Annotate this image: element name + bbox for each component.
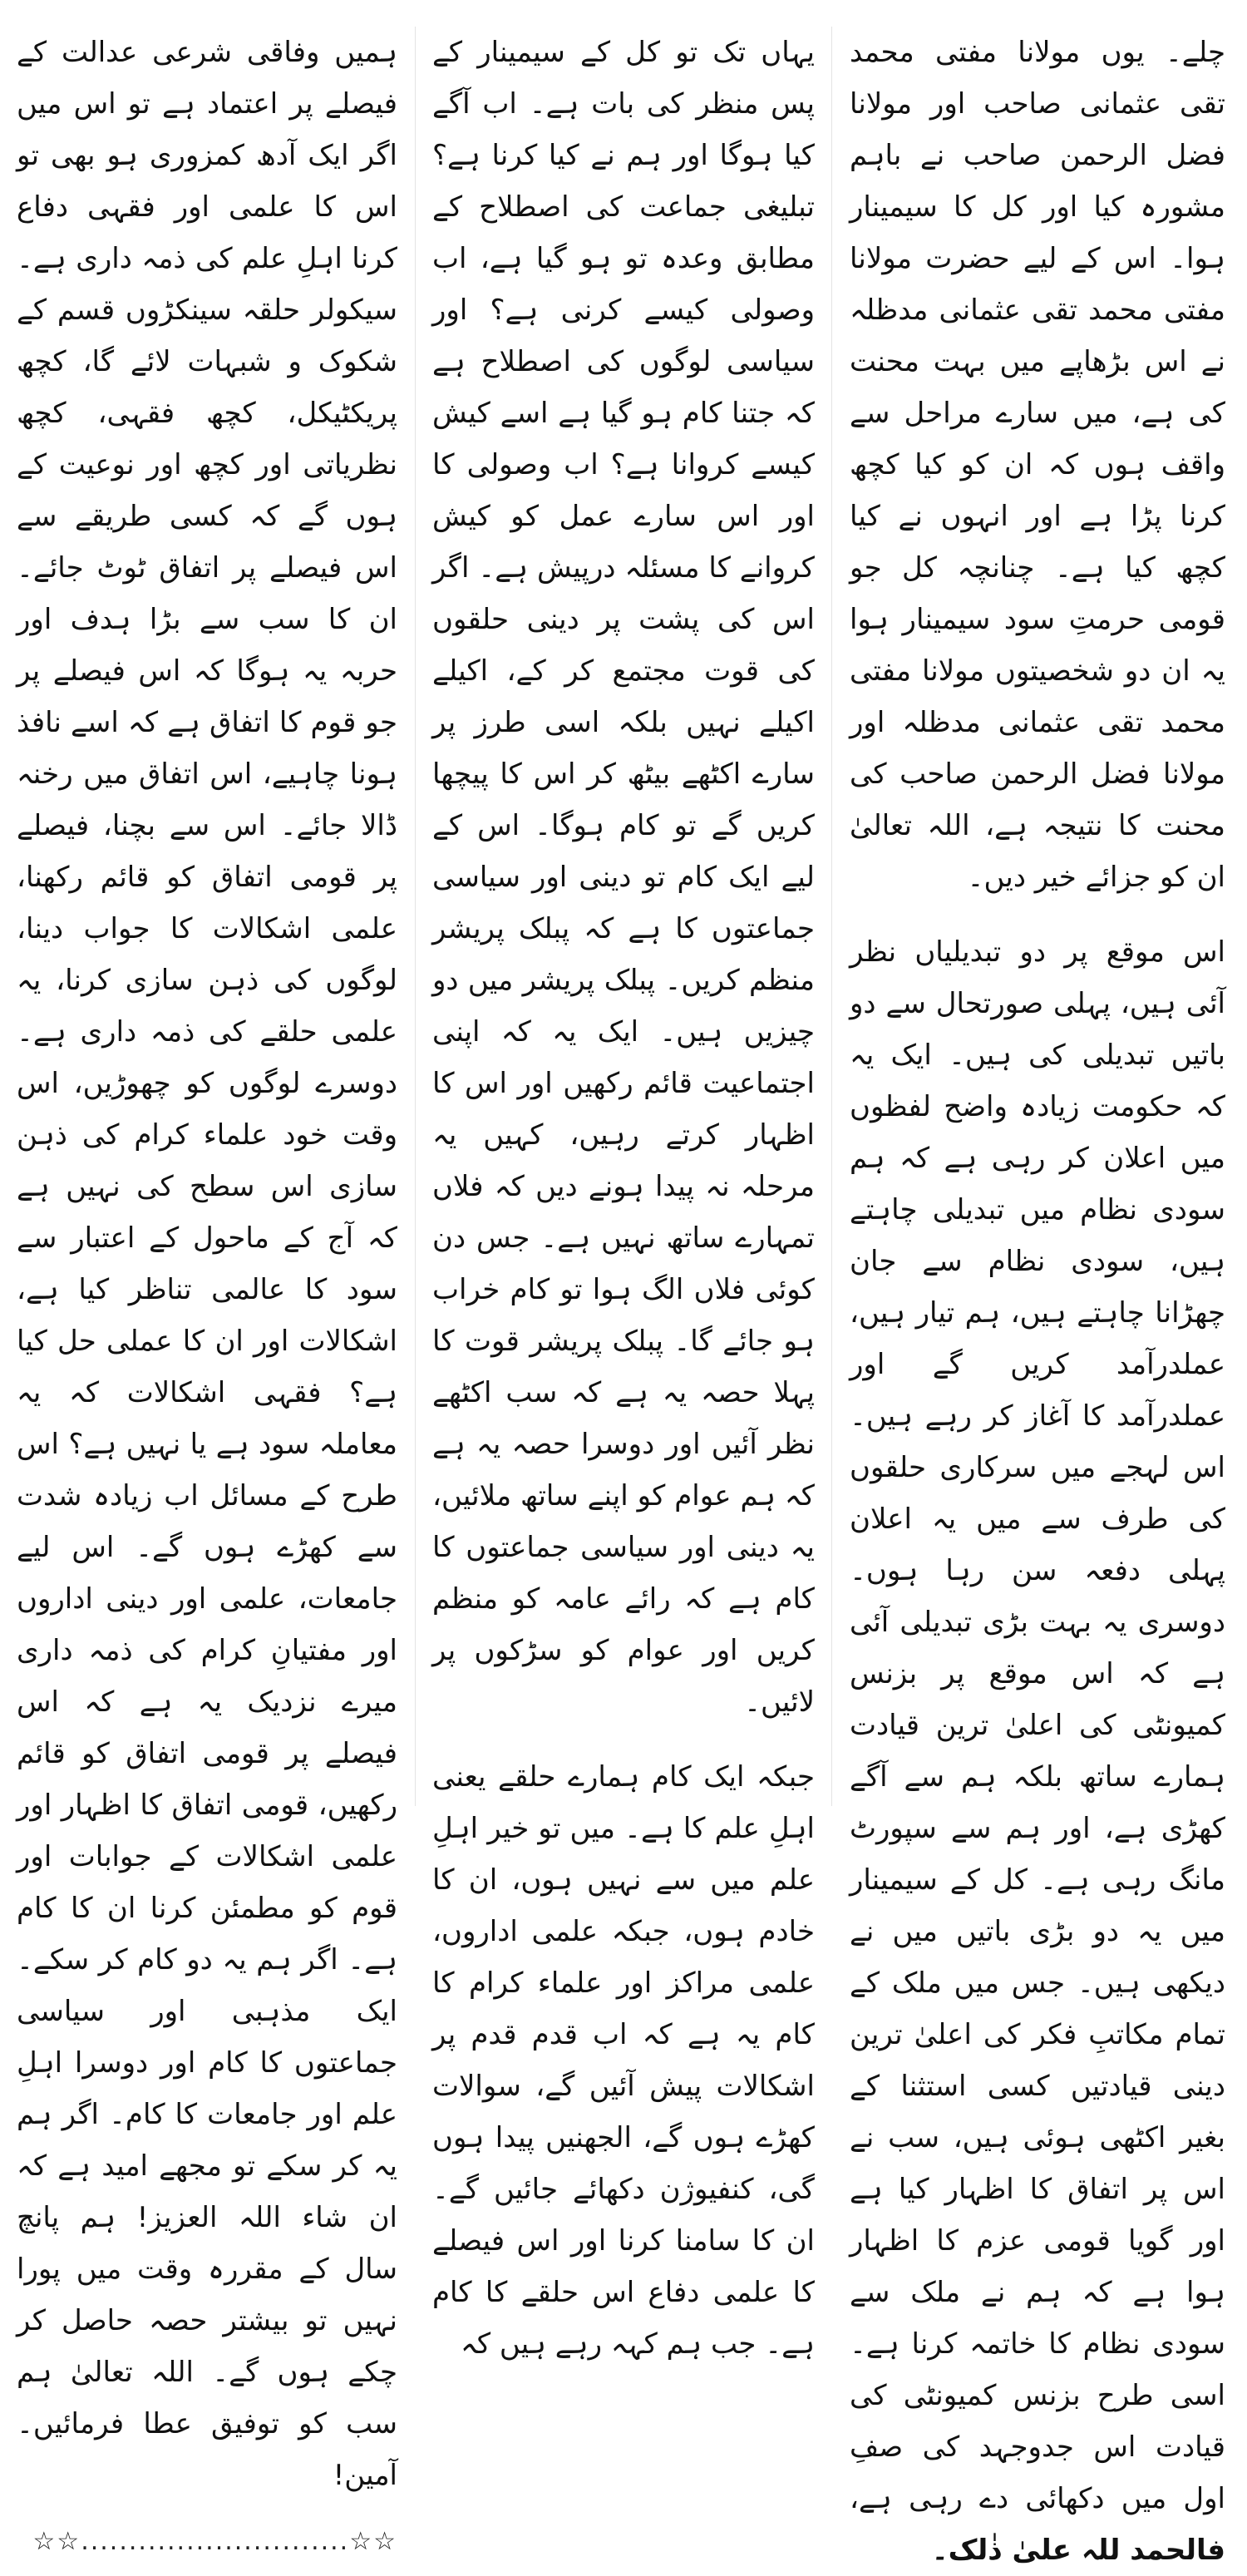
paragraph: جبکہ ایک کام ہمارے حلقے یعنی اہلِ علم کا ہے۔ میں تو خیر اہلِ علم میں سے نہیں ہوں، ان کا خادم ہوں، جبکہ علمی اداروں، علمی مراکز اور علماء کرام کا کام یہ ہے کہ اب قدم قدم پر اشکالات پیش آئیں گے، سوالات کھڑے ہوں گے، الجھنیں پیدا ہوں گی، کنفیوژن دکھائے جائیں گے۔ ان کا سامنا کرنا اور اس فیصلے کا علمی دفاع اس حلقے کا کام ہے۔ جب ہم کہہ رہے ہیں کہ bbox=[432, 1760, 815, 2361]
column-divider bbox=[831, 27, 832, 1806]
paragraph: یہاں تک تو کل کے سیمینار کے پس منظر کی بات ہے۔ اب آگے کیا ہوگا اور ہم نے کیا کرنا ہے؟ تبلیغی جماعت کی اصطلاح کے مطابق وعدہ تو ہو گیا ہے، اب وصولی کیسے کرنی ہے؟ اور سیاسی لوگوں کی اصطلاح ہے کہ جتنا کام ہو گیا ہے اسے کیش کیسے کروانا ہے؟ اب وصولی کا اور اس سارے عمل کو کیش کروانے کا مسئلہ درپیش ہے۔ اگر اس کی پشت پر دینی حلقوں کی قوت مجتمع کر کے، اکیلے اکیلے نہیں بلکہ اسی طرز پر سارے اکٹھے بیٹھ کر اس کا پیچھا کریں گے تو کام ہوگا۔ اس کے لیے ایک کام تو دینی اور سیاسی جماعتوں کا ہے کہ پبلک پریشر منظم کریں۔ پبلک پریشر میں دو چیزیں ہیں۔ ایک یہ کہ اپنی اجتماعیت قائم رکھیں اور اس کا اظہار کرتے رہیں، کہیں یہ مرحلہ نہ پیدا ہونے دیں کہ فلاں تمہارے ساتھ نہیں ہے۔ جس دن کوئی فلاں الگ ہوا تو کام خراب ہو جائے گا۔ پبلک پریشر قوت کا پہلا حصہ یہ ہے کہ سب اکٹھے نظر آئیں اور دوسرا حصہ یہ ہے کہ ہم عوام کو اپنے ساتھ ملائیں، یہ دینی اور سیاسی جماعتوں کا کام ہے کہ رائے عامہ کو منظم کریں اور عوام کو سڑکوں پر لائیں۔ bbox=[432, 36, 815, 1719]
paragraph: چلے۔ یوں مولانا مفتی محمد تقی عثمانی صاحب اور مولانا فضل الرحمن صاحب نے باہم مشورہ کیا اور کل کا سیمینار ہوا۔ اس کے لیے حضرت مولانا مفتی محمد تقی عثمانی مدظلہ نے اس بڑھاپے میں بہت محنت کی ہے، میں سارے مراحل سے واقف ہوں کہ ان کو کیا کچھ کرنا پڑا ہے اور انہوں نے کیا کچھ کیا ہے۔ چنانچہ کل جو قومی حرمتِ سود سیمینار ہوا یہ ان دو شخصیتوں مولانا مفتی محمد تقی عثمانی مدظلہ اور مولانا فضل الرحمن صاحب کی محنت کا نتیجہ ہے، اللہ تعالیٰ ان کو جزائے خیر دیں۔ bbox=[850, 36, 1225, 894]
text-column-right bbox=[850, 27, 1225, 2567]
paragraph bbox=[850, 926, 1225, 2576]
text-column-middle bbox=[432, 27, 815, 2361]
paragraph: ہمیں وفاقی شرعی عدالت کے فیصلے پر اعتماد ہے تو اس میں اگر ایک آدھ کمزوری ہو بھی تو اس کا علمی اور فقہی دفاع کرنا اہلِ علم کی ذمہ داری ہے۔ سیکولر حلقہ سینکڑوں قسم کے شکوک و شبہات لائے گا، کچھ پریکٹیکل، کچھ فقہی، کچھ نظریاتی اور کچھ اور نوعیت کے ہوں گے کہ کسی طریقے سے اس فیصلے پر اتفاق ٹوٹ جائے۔ ان کا سب سے بڑا ہدف اور حربہ یہ ہوگا کہ اس فیصلے پر جو قوم کا اتفاق ہے کہ اسے نافذ ہونا چاہیے، اس اتفاق میں رخنہ ڈالا جائے۔ اس سے بچنا، فیصلے پر قومی اتفاق کو قائم رکھنا، علمی اشکالات کا جواب دینا، لوگوں کی ذہن سازی کرنا، یہ علمی حلقے کی ذمہ داری ہے۔ دوسرے لوگوں کو چھوڑیں، اس وقت خود علماء کرام کی ذہن سازی اس سطح کی نہیں ہے کہ آج کے ماحول کے اعتبار سے سود کا عالمی تناظر کیا ہے، اشکالات اور ان کا عملی حل کیا ہے؟ فقہی اشکالات کہ یہ معاملہ سود ہے یا نہیں ہے؟ اس طرح کے مسائل اب زیادہ شدت سے کھڑے ہوں گے۔ اس لیے جامعات، علمی اور دینی اداروں اور مفتیانِ کرام کی ذمہ داری میرے نزدیک یہ ہے کہ اس فیصلے پر قومی اتفاق کو قائم رکھیں، قومی اتفاق کا اظہار اور علمی اشکالات کے جوابات اور قوم کو مطمئن کرنا ان کا کام ہے۔ اگر ہم یہ دو کام کر سکے۔ ایک مذہبی اور سیاسی جماعتوں کا کام اور دوسرا اہلِ علم اور جامعات کا کام۔ اگر ہم یہ کر سکے تو مجھے امید ہے کہ ان شاء اللہ العزیز! ہم پانچ سال کے مقررہ وقت میں پورا نہیں تو بیشتر حصہ حاصل کر چکے ہوں گے۔ اللہ تعالیٰ ہم سب کو توفیق عطا فرمائیں۔ آمین! bbox=[17, 36, 397, 2492]
end-of-article-mark: ☆☆............................☆☆ bbox=[32, 2527, 397, 2556]
text-column-left bbox=[17, 27, 397, 2556]
closing-phrase: فالحمد للہ علیٰ ذٰلک۔ bbox=[931, 2534, 1225, 2567]
column-divider bbox=[415, 27, 416, 1806]
paragraph-text: اس موقع پر دو تبدیلیاں نظر آئی ہیں، پہلی صورتحال سے دو باتیں تبدیلی کی ہیں۔ ایک یہ کہ حکومت زیادہ واضح لفظوں میں اعلان کر رہی ہے کہ ہم سودی نظام میں تبدیلی چاہتے ہیں، سودی نظام سے جان چھڑانا چاہتے ہیں، ہم تیار ہیں، عملدرآمد کریں گے اور عملدرآمد کا آغاز کر رہے ہیں۔ اس لہجے میں سرکاری حلقوں کی طرف سے میں یہ اعلان پہلی دفعہ سن رہا ہوں۔ دوسری یہ بہت بڑی تبدیلی آئی ہے کہ اس موقع پر بزنس کمیونٹی کی اعلیٰ ترین قیادت ہمارے ساتھ بلکہ ہم سے آگے کھڑی ہے، اور ہم سے سپورٹ مانگ رہی ہے۔ کل کے سیمینار میں یہ دو بڑی باتیں میں نے دیکھی ہیں۔ جس میں ملک کے تمام مکاتبِ فکر کی اعلیٰ ترین دینی قیادتیں کسی استثنا کے بغیر اکٹھی ہوئی ہیں، سب نے اس پر اتفاق کا اظہار کیا ہے اور گویا قومی عزم کا اظہار ہوا ہے کہ ہم نے ملک سے سودی نظام کا خاتمہ کرنا ہے۔ اسی طرح بزنس کمیونٹی کی قیادت اس جدوجہد کی صفِ اول میں دکھائی دے رہی ہے، bbox=[850, 935, 1225, 2515]
